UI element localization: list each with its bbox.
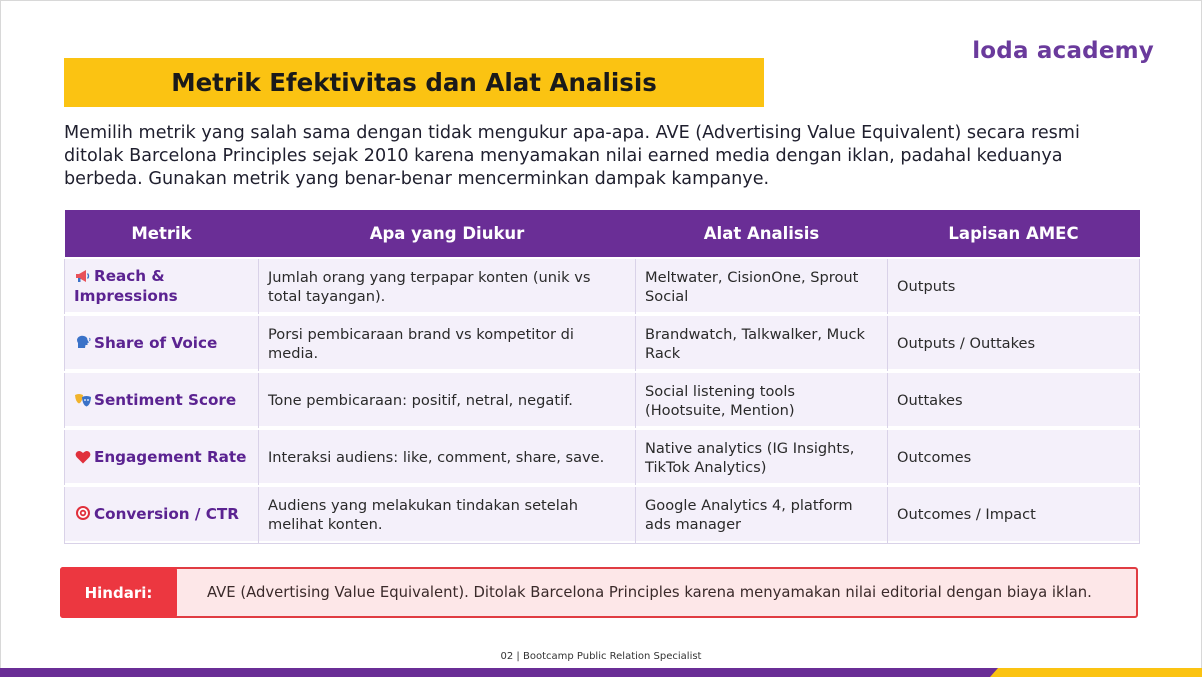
measures-cell: Jumlah orang yang terpapar konten (unik vs total tayangan).	[259, 258, 636, 315]
amec-layer-cell: Outputs / Outtakes	[888, 315, 1140, 372]
warning-callout	[60, 567, 1138, 618]
title-banner	[64, 58, 764, 107]
measures-cell: Tone pembicaraan: positif, netral, negatif.	[259, 372, 636, 429]
table-row	[65, 486, 1140, 543]
heart-icon	[74, 449, 92, 468]
tools-cell: Google Analytics 4, platform ads manager	[636, 486, 888, 543]
amec-layer-cell: Outcomes / Impact	[888, 486, 1140, 543]
measures-cell: Interaksi audiens: like, comment, share, save.	[259, 429, 636, 486]
amec-layer-cell: Outputs	[888, 258, 1140, 315]
header-amec-layer: Lapisan AMEC	[888, 210, 1140, 258]
theater-masks-icon	[74, 392, 92, 411]
metric-cell	[65, 315, 259, 372]
measures-cell: Audiens yang melakukan tindakan setelah melihat konten.	[259, 486, 636, 543]
header-tools: Alat Analisis	[636, 210, 888, 258]
brand-logo: loda academy	[972, 38, 1154, 64]
metric-cell	[65, 486, 259, 543]
metric-label: Sentiment Score	[94, 390, 237, 409]
metric-cell	[65, 258, 259, 315]
tools-cell: Meltwater, CisionOne, Sprout Social	[636, 258, 888, 315]
table-row	[65, 372, 1140, 429]
bottom-accent-stripe	[990, 668, 1202, 677]
tools-cell: Social listening tools (Hootsuite, Mention)	[636, 372, 888, 429]
warning-text: AVE (Advertising Value Equivalent). Ditolak Barcelona Principles karena menyamakan nilai editorial dengan biaya iklan.	[207, 584, 1092, 601]
page-footer: 02 | Bootcamp Public Relation Specialist	[500, 651, 702, 662]
header-measures: Apa yang Diukur	[259, 210, 636, 258]
warning-label: Hindari:	[60, 567, 177, 618]
intro-paragraph: Memilih metrik yang salah sama dengan tidak mengukur apa-apa. AVE (Advertising Value Equivalent) secara resmi ditolak Barcelona Principles sejak 2010 karena menyamakan nilai earned media dengan iklan, padahal keduanya berbeda. Gunakan metrik yang benar-benar mencerminkan dampak kampanye.	[64, 123, 1080, 189]
metric-label: Engagement Rate	[94, 447, 247, 466]
metric-label: Conversion / CTR	[94, 504, 239, 523]
tools-cell: Brandwatch, Talkwalker, Muck Rack	[636, 315, 888, 372]
amec-layer-cell: Outcomes	[888, 429, 1140, 486]
table-row	[65, 429, 1140, 486]
megaphone-icon	[74, 268, 92, 287]
page-title: Metrik Efektivitas dan Alat Analisis	[171, 68, 657, 97]
metric-cell	[65, 372, 259, 429]
header-metric: Metrik	[65, 210, 259, 258]
metrics-table	[64, 210, 1140, 544]
table-row	[65, 258, 1140, 315]
metric-label: Share of Voice	[94, 333, 218, 352]
metric-label: Reach & Impressions	[74, 267, 178, 305]
table-header-row	[65, 210, 1140, 258]
tools-cell: Native analytics (IG Insights, TikTok Analytics)	[636, 429, 888, 486]
table-row	[65, 315, 1140, 372]
metric-cell	[65, 429, 259, 486]
target-icon	[74, 505, 92, 525]
measures-cell: Porsi pembicaraan brand vs kompetitor di media.	[259, 315, 636, 372]
speaking-head-icon	[74, 334, 92, 354]
amec-layer-cell: Outtakes	[888, 372, 1140, 429]
